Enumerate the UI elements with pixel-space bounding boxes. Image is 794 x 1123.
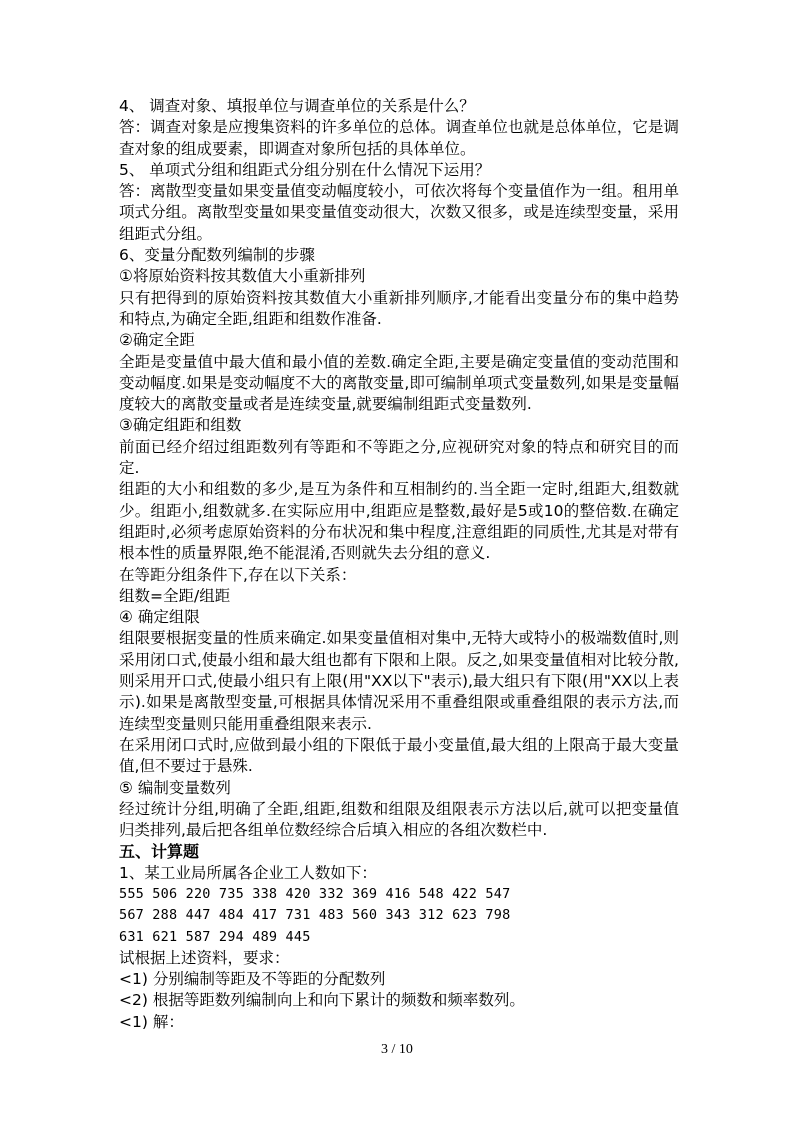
section-heading: 五、计算题 [119, 842, 200, 862]
data-row: 631 621 587 294 489 445 [119, 928, 311, 945]
paragraph: 组数=全距/组距 [119, 586, 231, 605]
paragraph: 试根据上述资料，要求： [119, 948, 290, 967]
paragraph: 在等距分组条件下,存在以下关系： [119, 565, 357, 584]
paragraph: 组限要根据变量的性质来确定.如果变量值相对集中,无特大或特小的极端数值时,则采用闭口式,使最小组和最大组也都有下限和上限。反之,如果变量值相对比较分散,则采用开口式,使最小组只有上限(用"XX以下"表示),最大组只有下限(用"XX以上表示).如果是离散型变量,可根据具体情况采用不重叠组限或重叠组限的表示方法,而连续型变量则只能用重叠组限来表示. [119, 629, 679, 733]
paragraph: 经过统计分组,明确了全距,组距,组数和组限及组限表示方法以后,就可以把变量值归类排列,最后把各组单位数经综合后填入相应的各组次数栏中. [119, 799, 679, 840]
data-row: 555 506 220 735 338 420 332 369 416 548 422 547 [119, 885, 511, 902]
paragraph: 4、 调查对象、填报单位与调查单位的关系是什么？ [119, 97, 475, 115]
paragraph: <1) 分别编制等距及不等距的分配数列 [119, 970, 386, 989]
paragraph: 6、变量分配数列编制的步骤 [119, 246, 315, 265]
paragraph: <2) 根据等距数列编制向上和向下累计的频数和频率数列。 [119, 991, 525, 1010]
paragraph: 答：离散型变量如果变量值变动幅度较小，可依次将每个变量值作为一组。租用单项式分组。离散型变量如果变量值变动很大，次数又很多，或是连续型变量，采用组距式分组。 [119, 182, 679, 243]
paragraph: 1、某工业局所属各企业工人数如下： [119, 863, 377, 882]
paragraph: 在采用闭口式时,应做到最小组的下限低于最小变量值,最大组的上限高于最大变量值,但不要过于悬殊. [119, 735, 679, 776]
paragraph: 只有把得到的原始资料按其数值大小重新排列顺序,才能看出变量分布的集中趋势和特点,为确定全距,组距和组数作准备. [119, 288, 679, 328]
paragraph: 前面已经介绍过组距数列有等距和不等距之分,应视研究对象的特点和研究目的而定. [119, 437, 679, 478]
paragraph: 全距是变量值中最大值和最小值的差数.确定全距,主要是确定变量值的变动范围和变动幅度.如果是变动幅度不大的离散变量,即可编制单项式变量数列,如果是变量幅度较大的离散变量或者是连续变量,就要编制组距式变量数列. [119, 352, 679, 414]
paragraph: 组距的大小和组数的多少,是互为条件和互相制约的.当全距一定时,组距大,组数就少。组距小,组数就多.在实际应用中,组距应是整数,最好是5或10的整倍数.在确定组距时,必须考虑原始资料的分布状况和集中程度,注意组距的同质性,尤其是对带有根本性的质量界限,绝不能混淆,否则就失去分组的意义. [119, 480, 679, 563]
data-row: 567 288 447 484 417 731 483 560 343 312 623 798 [119, 907, 511, 924]
paragraph: ⑤ 编制变量数列 [119, 778, 231, 797]
document-body [119, 96, 679, 1033]
paragraph: ③确定组距和组数 [119, 416, 242, 435]
paragraph: 答：调查对象是应搜集资料的许多单位的总体。调查单位也就是总体单位，它是调查对象的组成要素，即调查对象所包括的具体单位。 [119, 118, 679, 158]
paragraph: <1) 解： [119, 1012, 184, 1031]
paragraph: 5、 单项式分组和组距式分组分别在什么情况下运用？ [119, 160, 491, 179]
paragraph: ④ 确定组限 [119, 608, 200, 627]
paragraph: ①将原始资料按其数值大小重新排列 [119, 267, 366, 286]
paragraph: ②确定全距 [119, 331, 195, 350]
page-number: 3 / 10 [381, 1042, 413, 1057]
